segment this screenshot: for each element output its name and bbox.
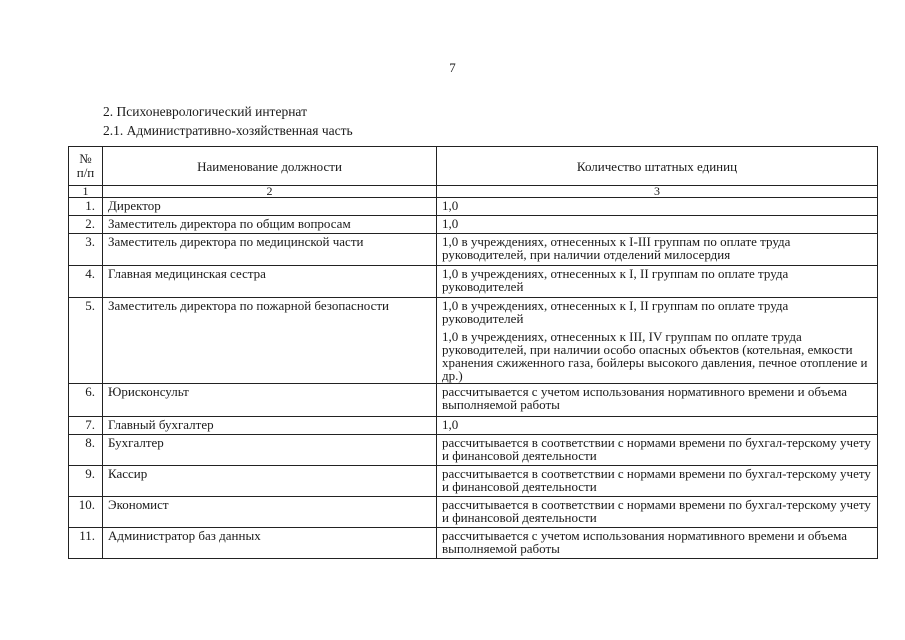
position-name: Бухгалтер	[103, 435, 437, 466]
row-number: 5.	[69, 298, 103, 384]
staff-count	[437, 497, 878, 528]
header-count: Количество штатных единиц	[437, 147, 878, 186]
position-name: Главный бухгалтер	[103, 417, 437, 435]
staff-count-text: 1,0 в учреждениях, отнесенных к I, II группам по оплате труда руководителей	[442, 266, 789, 294]
table-row	[69, 266, 878, 298]
row-number: 6.	[69, 384, 103, 417]
staff-count-text: рассчитывается с учетом использования нормативного времени и объема выполняемой работы	[442, 384, 848, 412]
staff-count-text: 1,0 в учреждениях, отнесенных к I-III группам по оплате труда руководителей, при наличии отделений милосердия	[442, 234, 791, 262]
column-index: 3	[437, 186, 878, 198]
row-number: 8.	[69, 435, 103, 466]
table-row	[69, 384, 878, 417]
table-row	[69, 435, 878, 466]
position-name: Заместитель директора по медицинской части	[103, 234, 437, 266]
row-number: 10.	[69, 497, 103, 528]
column-index: 1	[69, 186, 103, 198]
row-number: 7.	[69, 417, 103, 435]
table-header-row	[69, 147, 878, 186]
staff-table	[68, 146, 878, 559]
staff-count	[437, 298, 878, 384]
position-name: Главная медицинская сестра	[103, 266, 437, 298]
staff-count-text: рассчитывается с учетом использования нормативного времени и объема выполняемой работы	[442, 528, 848, 556]
row-number: 4.	[69, 266, 103, 298]
position-name: Юрисконсульт	[103, 384, 437, 417]
position-name: Заместитель директора по пожарной безопасности	[103, 298, 437, 384]
section-title: 2. Психоневрологический интернат	[103, 104, 307, 119]
header-position: Наименование должности	[103, 147, 437, 186]
table-row	[69, 298, 878, 384]
subsection-title: 2.1. Административно-хозяйственная часть	[103, 123, 353, 138]
row-number: 2.	[69, 216, 103, 234]
staff-count-text: рассчитывается в соответствии с нормами времени по бухгал-терскому учету и финансовой деятельности	[442, 435, 871, 463]
row-number: 9.	[69, 466, 103, 497]
row-number: 3.	[69, 234, 103, 266]
staff-count	[437, 435, 878, 466]
table-row	[69, 234, 878, 266]
staff-count	[437, 198, 878, 216]
table-row	[69, 528, 878, 559]
row-number: 11.	[69, 528, 103, 559]
table-row	[69, 497, 878, 528]
column-index: 2	[103, 186, 437, 198]
table-row	[69, 198, 878, 216]
staff-count	[437, 417, 878, 435]
position-name: Директор	[103, 198, 437, 216]
position-name: Экономист	[103, 497, 437, 528]
row-number: 1.	[69, 198, 103, 216]
staff-count-text: рассчитывается в соответствии с нормами времени по бухгал-терскому учету и финансовой деятельности	[442, 466, 871, 494]
position-name: Администратор баз данных	[103, 528, 437, 559]
column-index-row	[69, 186, 878, 198]
position-name: Заместитель директора по общим вопросам	[103, 216, 437, 234]
page-number: 7	[449, 60, 456, 75]
table-row	[69, 466, 878, 497]
staff-count	[437, 528, 878, 559]
staff-count-text: 1,0	[442, 216, 459, 231]
header-num: № п/п	[69, 147, 103, 186]
staff-count	[437, 466, 878, 497]
staff-count	[437, 266, 878, 298]
staff-count	[437, 384, 878, 417]
staff-count-text: 1,0	[442, 417, 459, 432]
staff-count	[437, 216, 878, 234]
position-name: Кассир	[103, 466, 437, 497]
staff-count-text: 1,0 в учреждениях, отнесенных к I, II группам по оплате труда руководителей	[442, 298, 789, 326]
staff-count-text: 1,0 в учреждениях, отнесенных к III, IV группам по оплате труда руководителей, при наличии особо опасных объектов (котельная, емкости хранения сжиженного газа, бойлеры высокого давления, печное отопление и др.)	[442, 329, 868, 383]
table-row	[69, 417, 878, 435]
staff-count-text: 1,0	[442, 198, 459, 213]
staff-count-text: рассчитывается в соответствии с нормами времени по бухгал-терскому учету и финансовой деятельности	[442, 497, 871, 525]
table-row	[69, 216, 878, 234]
staff-count	[437, 234, 878, 266]
